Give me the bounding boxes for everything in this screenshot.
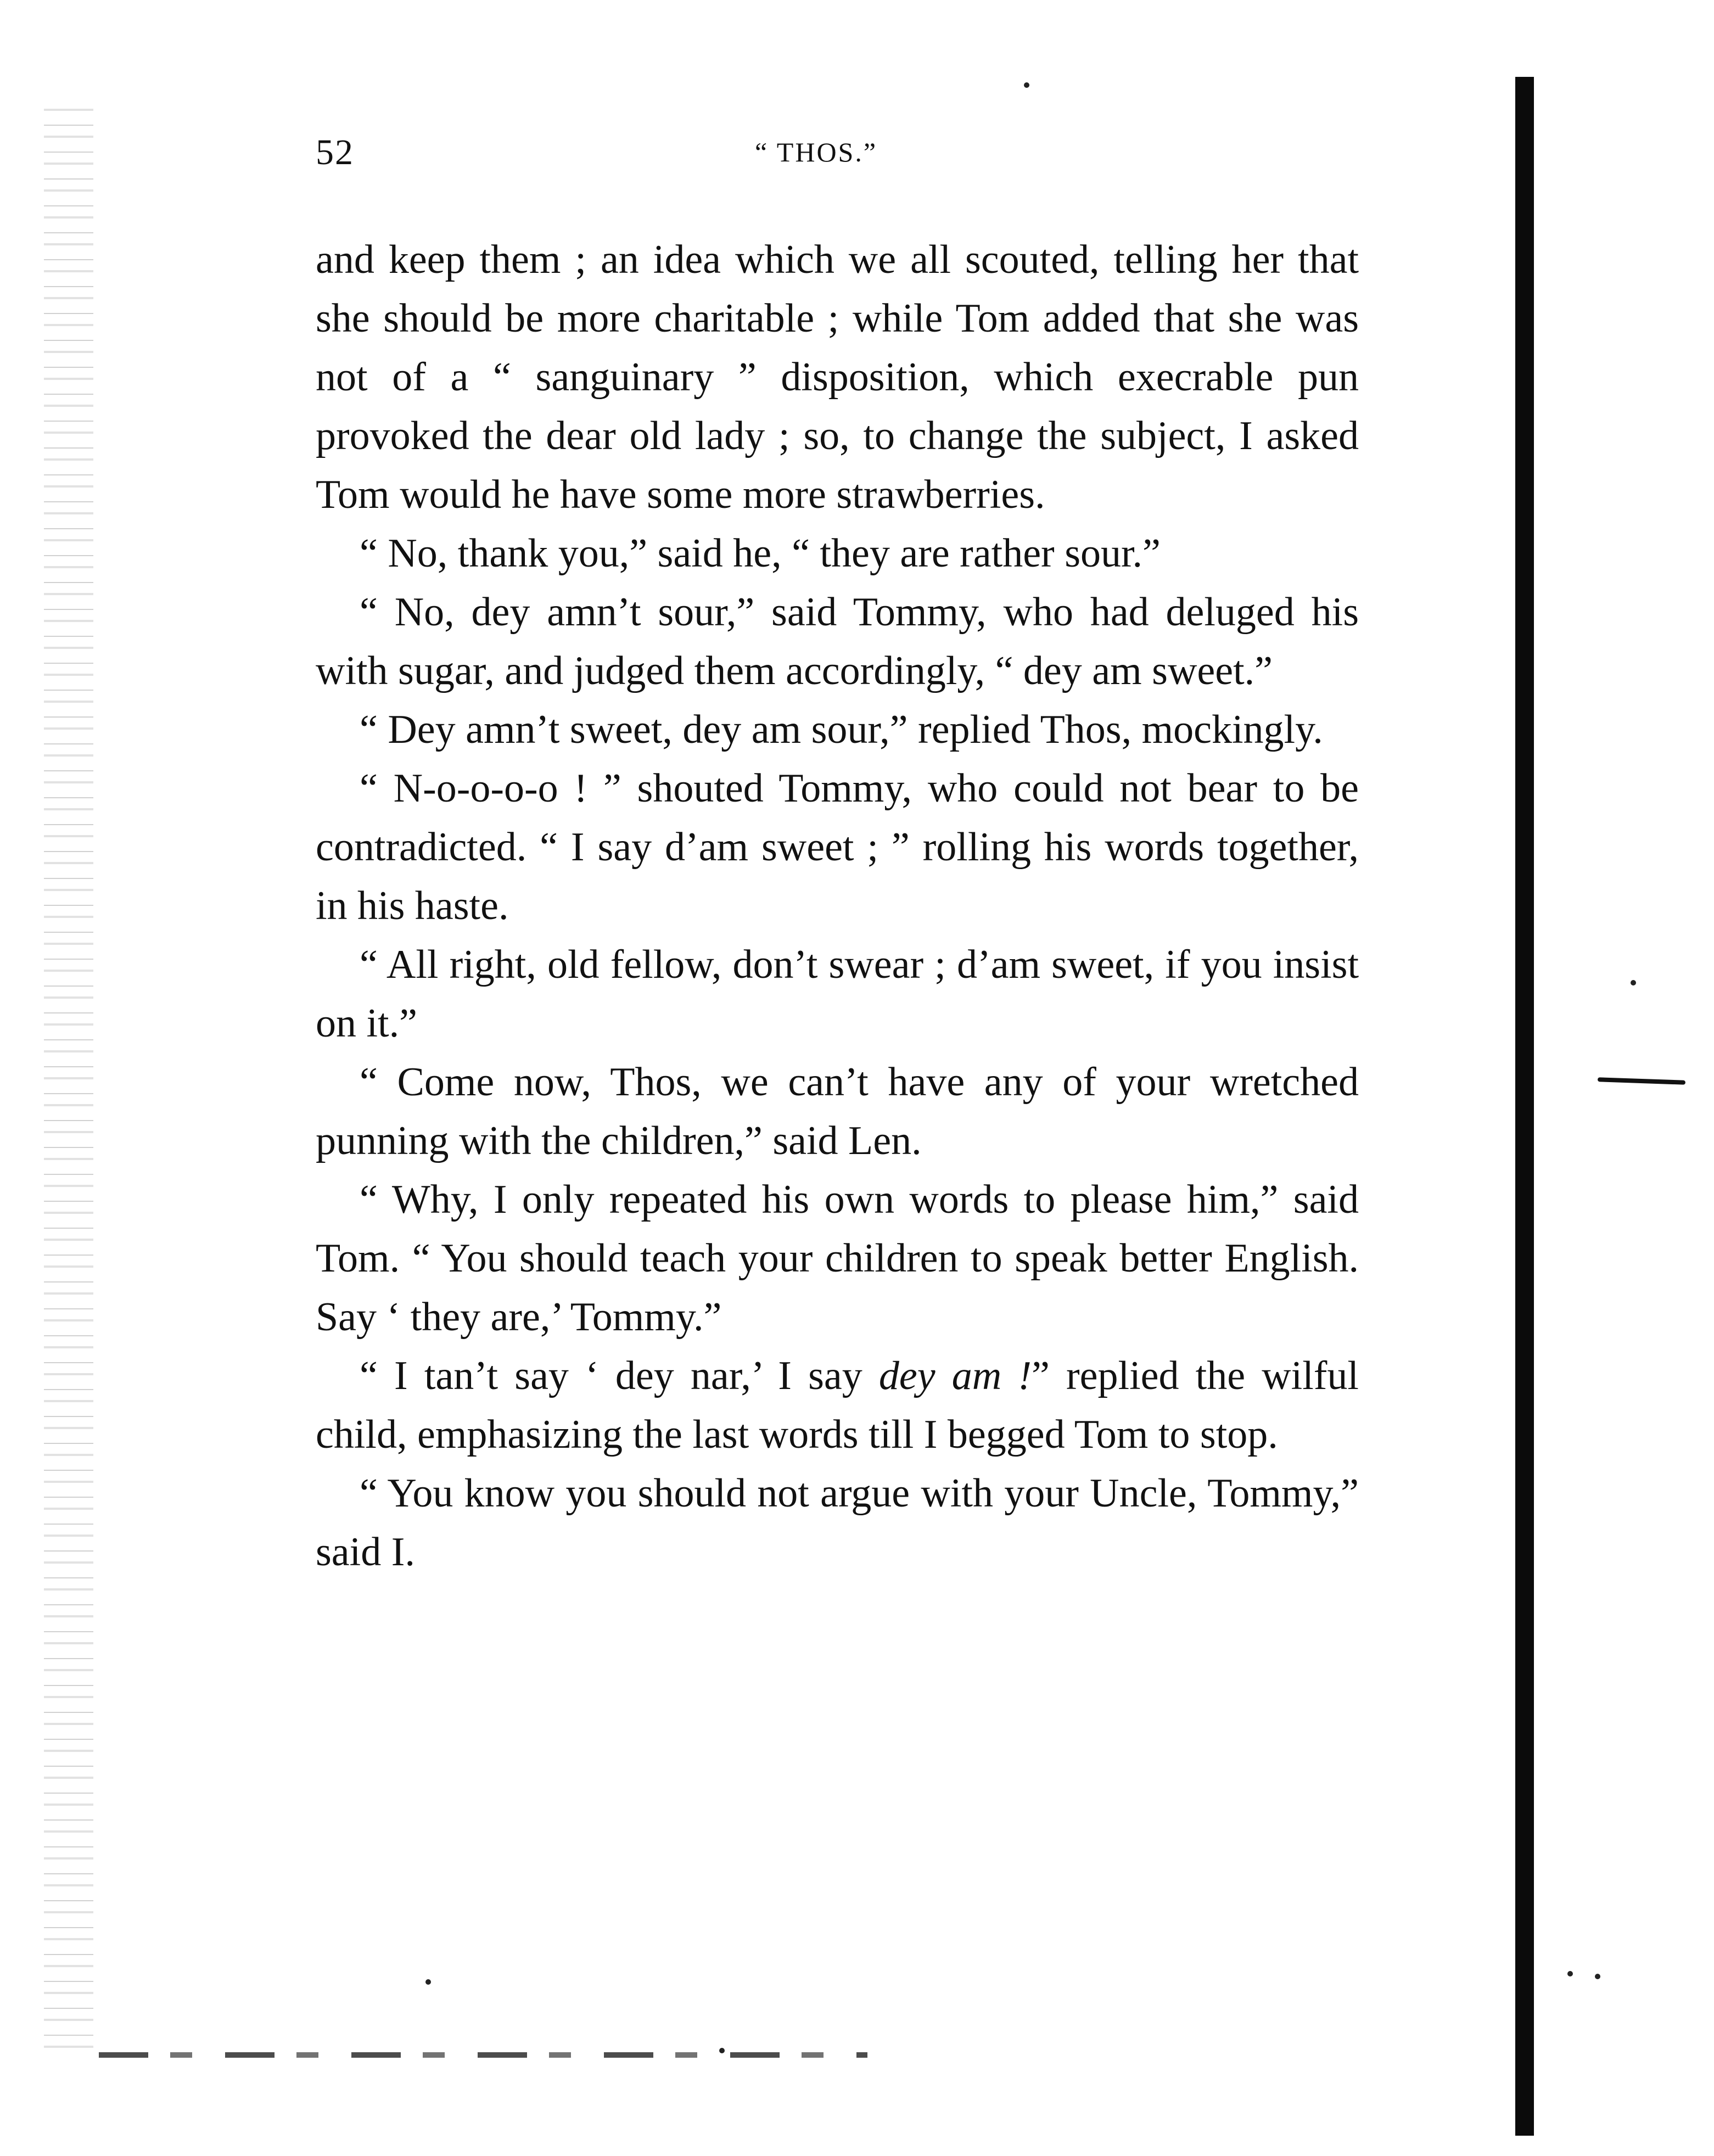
italic-emphasis: dey am ! <box>878 1353 1032 1398</box>
scan-speck <box>1567 1971 1573 1976</box>
paragraph: “ No, dey amn’t sour,” said Tommy, who had deluged his with sugar, and judged them accordingly, “ dey am sweet.” <box>316 590 1359 693</box>
scan-speck <box>1024 82 1029 88</box>
running-title: “ THOS.” <box>755 137 878 167</box>
paragraph: “ Come now, Thos, we can’t have any of your wretched punning with the children,” said Len. <box>316 1060 1359 1163</box>
paragraph: “ Dey amn’t sweet, dey am sour,” replied Thos, mockingly. <box>360 707 1323 752</box>
scan-edge-noise <box>44 99 93 2053</box>
scan-speck <box>1595 1974 1600 1979</box>
scan-speck <box>1631 980 1636 985</box>
scan-speck <box>719 2048 725 2053</box>
scan-speck <box>425 1979 431 1985</box>
paragraph: “ Why, I only repeated his own words to please him,” said Tom. “ You should teach your children to speak better English. Say ‘ they are,’ Tommy.” <box>316 1177 1359 1340</box>
paragraph <box>316 1347 1359 1464</box>
paragraph-text: ” replied the wilful child, emphasizing the last words till I begged Tom to stop. <box>316 1353 1359 1457</box>
paragraph: “ N-o-o-o-o ! ” shouted Tommy, who could not bear to be contradicted. “ I say d’am sweet ; ” rolling his words together, in his haste. <box>316 766 1359 928</box>
running-head <box>316 132 1359 187</box>
paragraph: “ No, thank you,” said he, “ they are rather sour.” <box>360 531 1161 576</box>
scan-binding-shadow <box>1515 77 1534 2136</box>
scan-mark <box>1598 1077 1685 1085</box>
paragraph: and keep them ; an idea which we all scouted, telling her that she should be more charitable ; while Tom added that she was not of a “ sanguinary ” disposition, which execrable pun provoked the dear old lady ; so, to change the subject, I asked Tom would he have some more strawberries. <box>316 237 1359 517</box>
body-text <box>316 231 1359 1582</box>
paragraph: “ All right, old fellow, don’t swear ; d’am sweet, if you insist on it.” <box>316 942 1359 1046</box>
scan-bottom-noise <box>99 2052 867 2058</box>
paragraph: “ You know you should not argue with your Uncle, Tommy,” said I. <box>316 1471 1359 1575</box>
page-number: 52 <box>316 132 354 172</box>
paragraph-text: “ I tan’t say ‘ dey nar,’ I say <box>360 1353 879 1398</box>
